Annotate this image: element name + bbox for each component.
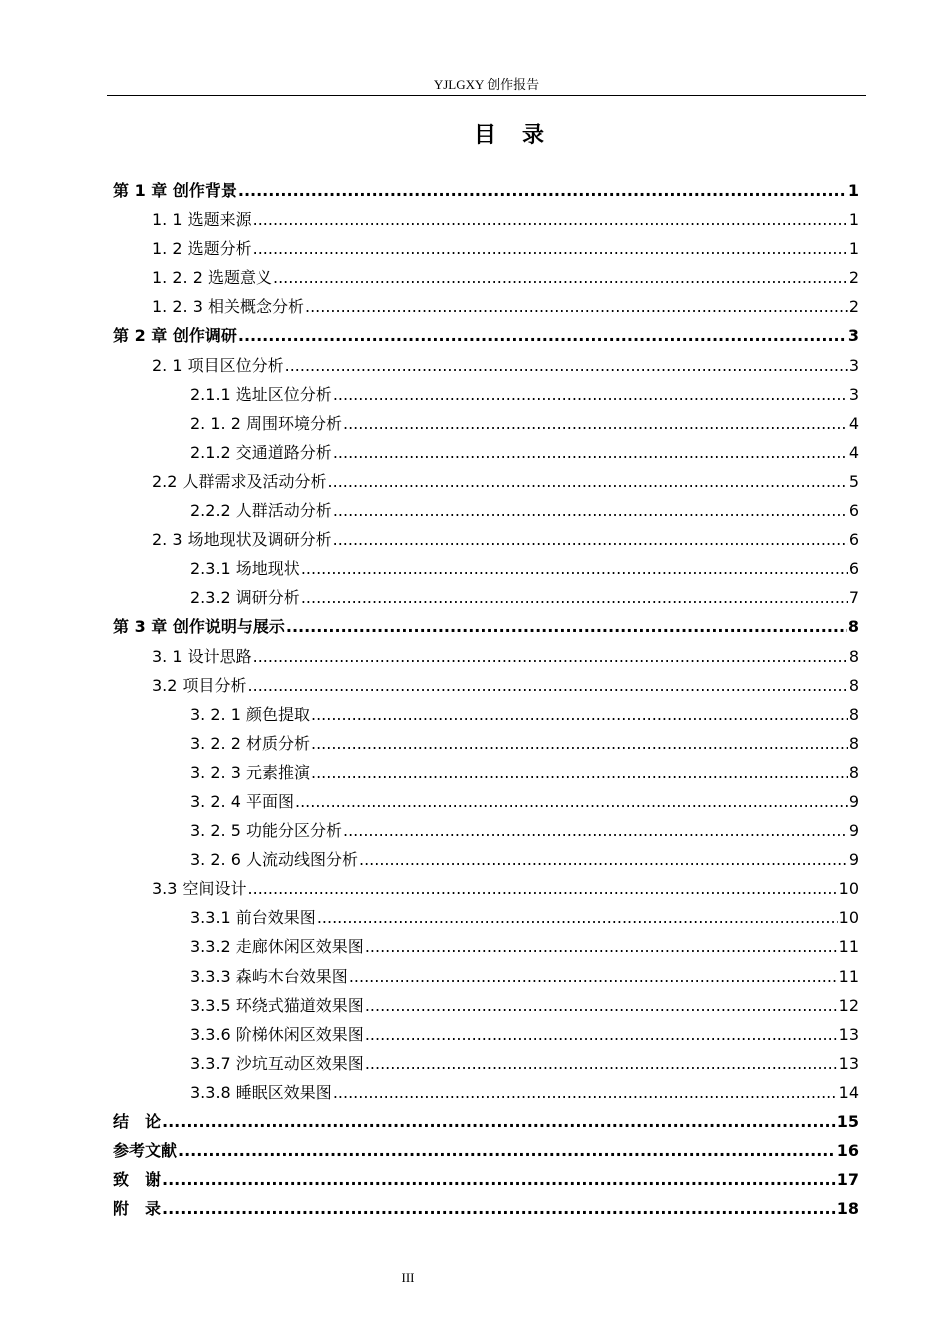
toc-dot-leader bbox=[349, 962, 838, 991]
toc-entry[interactable] bbox=[113, 467, 859, 496]
toc-entry-label: 3. 2. 6 人流动线图分析 bbox=[190, 850, 358, 870]
table-of-contents bbox=[113, 176, 859, 1223]
toc-entry[interactable] bbox=[113, 758, 859, 787]
toc-entry-label: 1. 2 选题分析 bbox=[152, 239, 252, 259]
toc-entry-page: 7 bbox=[848, 588, 859, 608]
toc-dot-leader bbox=[311, 758, 848, 787]
page-number: III bbox=[401, 1270, 415, 1285]
toc-entry-label: 3. 2. 4 平面图 bbox=[190, 791, 294, 811]
toc-entry-page: 18 bbox=[836, 1199, 859, 1219]
toc-entry-label: 结 论 bbox=[113, 1112, 162, 1131]
toc-entry[interactable] bbox=[113, 438, 859, 467]
toc-entry-page: 17 bbox=[836, 1170, 859, 1190]
toc-entry[interactable] bbox=[113, 496, 859, 525]
toc-dot-leader bbox=[365, 991, 838, 1020]
toc-entry-page: 4 bbox=[848, 413, 859, 433]
toc-dot-leader bbox=[343, 409, 848, 438]
toc-entry-label: 致 谢 bbox=[113, 1170, 162, 1190]
toc-entry-label: 3.3.3 森屿木台效果图 bbox=[190, 966, 348, 986]
toc-entry-page: 10 bbox=[838, 879, 859, 899]
toc-entry[interactable] bbox=[113, 1049, 859, 1078]
toc-entry[interactable] bbox=[113, 874, 859, 903]
toc-entry-label: 2.1.1 选址区位分析 bbox=[190, 384, 332, 404]
toc-entry-label: 2.2.2 人群活动分析 bbox=[190, 501, 332, 521]
toc-entry-label: 第 2 章 创作调研 bbox=[113, 326, 237, 346]
toc-dot-leader bbox=[359, 845, 848, 874]
toc-entry-page: 11 bbox=[838, 937, 859, 957]
toc-entry-label: 参考文献 bbox=[113, 1141, 178, 1161]
toc-dot-leader bbox=[311, 729, 848, 758]
toc-dot-leader bbox=[178, 1136, 836, 1165]
toc-entry[interactable] bbox=[113, 1020, 859, 1049]
toc-entry[interactable] bbox=[113, 234, 859, 263]
toc-entry[interactable] bbox=[113, 729, 859, 758]
toc-entry-label: 1. 2. 2 选题意义 bbox=[152, 268, 272, 288]
toc-dot-leader bbox=[365, 932, 838, 961]
toc-entry[interactable] bbox=[113, 991, 859, 1020]
toc-entry[interactable] bbox=[113, 1078, 859, 1107]
toc-entry[interactable] bbox=[113, 671, 859, 700]
toc-entry-page: 1 bbox=[848, 239, 859, 259]
toc-dot-leader bbox=[162, 1165, 836, 1194]
toc-dot-leader bbox=[162, 1107, 836, 1136]
toc-entry-page: 9 bbox=[848, 821, 859, 841]
toc-entry-label: 2.3.2 调研分析 bbox=[190, 588, 300, 608]
toc-entry-label: 第 3 章 创作说明与展示 bbox=[113, 617, 285, 637]
toc-entry-label: 2. 1 项目区位分析 bbox=[152, 355, 284, 375]
toc-entry-label: 3.3.8 睡眠区效果图 bbox=[190, 1082, 332, 1102]
toc-entry-label: 3.3.5 环绕式猫道效果图 bbox=[190, 995, 364, 1015]
toc-dot-leader bbox=[273, 263, 848, 292]
toc-entry[interactable] bbox=[113, 1136, 859, 1165]
toc-entry[interactable] bbox=[113, 292, 859, 321]
toc-entry-label: 3.3.6 阶梯休闲区效果图 bbox=[190, 1024, 364, 1044]
toc-dot-leader bbox=[333, 380, 848, 409]
toc-entry-page: 8 bbox=[848, 675, 859, 695]
toc-dot-leader bbox=[301, 583, 848, 612]
toc-dot-leader bbox=[333, 1078, 838, 1107]
toc-entry-page: 2 bbox=[848, 268, 859, 288]
toc-entry-page: 3 bbox=[848, 355, 859, 375]
toc-entry-page: 10 bbox=[838, 908, 859, 928]
toc-entry-label: 2. 3 场地现状及调研分析 bbox=[152, 530, 332, 550]
toc-entry[interactable] bbox=[113, 903, 859, 932]
toc-dot-leader bbox=[365, 1049, 838, 1078]
toc-entry-label: 2.2 人群需求及活动分析 bbox=[152, 471, 327, 491]
toc-entry-label: 3. 2. 2 材质分析 bbox=[190, 733, 310, 753]
toc-entry-label: 3.3.1 前台效果图 bbox=[190, 908, 316, 928]
toc-dot-leader bbox=[311, 700, 848, 729]
toc-entry-label: 2. 1. 2 周围环境分析 bbox=[190, 413, 342, 433]
toc-entry-page: 13 bbox=[838, 1024, 859, 1044]
toc-entry[interactable] bbox=[113, 321, 859, 350]
toc-entry-page: 1 bbox=[848, 210, 859, 230]
toc-dot-leader bbox=[238, 176, 847, 205]
toc-dot-leader bbox=[333, 525, 848, 554]
toc-dot-leader bbox=[333, 438, 848, 467]
toc-dot-leader bbox=[253, 205, 848, 234]
toc-entry-page: 2 bbox=[848, 297, 859, 317]
toc-entry-label: 2.1.2 交通道路分析 bbox=[190, 442, 332, 462]
toc-entry-label: 3.3.7 沙坑互动区效果图 bbox=[190, 1053, 364, 1073]
toc-entry-page: 9 bbox=[848, 791, 859, 811]
toc-entry[interactable] bbox=[113, 409, 859, 438]
toc-entry-page: 15 bbox=[836, 1112, 859, 1131]
toc-dot-leader bbox=[285, 351, 848, 380]
toc-entry-label: 3. 1 设计思路 bbox=[152, 646, 252, 666]
toc-dot-leader bbox=[248, 671, 848, 700]
toc-entry-page: 6 bbox=[848, 530, 859, 550]
toc-dot-leader bbox=[301, 554, 848, 583]
toc-entry-page: 8 bbox=[848, 646, 859, 666]
toc-dot-leader bbox=[328, 467, 848, 496]
toc-entry-page: 8 bbox=[848, 704, 859, 724]
toc-entry[interactable] bbox=[113, 1165, 859, 1194]
toc-entry-label: 第 1 章 创作背景 bbox=[113, 181, 237, 200]
toc-entry-page: 4 bbox=[848, 442, 859, 462]
toc-entry-page: 3 bbox=[847, 326, 859, 346]
toc-dot-leader bbox=[253, 642, 848, 671]
toc-entry[interactable] bbox=[113, 205, 859, 234]
toc-entry-page: 16 bbox=[836, 1141, 859, 1161]
toc-entry[interactable] bbox=[113, 816, 859, 845]
toc-dot-leader bbox=[333, 496, 848, 525]
toc-dot-leader bbox=[253, 234, 848, 263]
toc-entry[interactable] bbox=[113, 1107, 859, 1136]
toc-entry-page: 9 bbox=[848, 850, 859, 870]
toc-dot-leader bbox=[162, 1194, 836, 1223]
toc-entry[interactable] bbox=[113, 845, 859, 874]
toc-entry[interactable] bbox=[113, 962, 859, 991]
toc-entry[interactable] bbox=[113, 700, 859, 729]
toc-entry[interactable] bbox=[113, 932, 859, 961]
toc-entry[interactable] bbox=[113, 263, 859, 292]
toc-entry-page: 13 bbox=[838, 1053, 859, 1073]
toc-entry-label: 3.3 空间设计 bbox=[152, 879, 247, 899]
toc-entry[interactable] bbox=[113, 176, 859, 205]
toc-dot-leader bbox=[238, 321, 847, 350]
header-divider bbox=[107, 95, 866, 96]
toc-entry[interactable] bbox=[113, 351, 859, 380]
toc-entry-page: 11 bbox=[838, 966, 859, 986]
toc-entry-page: 6 bbox=[848, 559, 859, 579]
toc-entry-label: 3. 2. 1 颜色提取 bbox=[190, 704, 310, 724]
toc-dot-leader bbox=[365, 1020, 838, 1049]
toc-entry-page: 6 bbox=[848, 501, 859, 521]
toc-entry-page: 8 bbox=[848, 762, 859, 782]
toc-entry-label: 1. 1 选题来源 bbox=[152, 210, 252, 230]
toc-entry[interactable] bbox=[113, 583, 859, 612]
toc-entry-page: 12 bbox=[838, 995, 859, 1015]
toc-entry[interactable] bbox=[113, 525, 859, 554]
toc-dot-leader bbox=[248, 874, 838, 903]
toc-entry-page: 8 bbox=[847, 617, 859, 637]
toc-entry[interactable] bbox=[113, 1194, 859, 1223]
toc-entry-label: 3. 2. 3 元素推演 bbox=[190, 762, 310, 782]
page-header: YJLGXY 创作报告 bbox=[433, 77, 540, 92]
toc-entry-page: 5 bbox=[848, 471, 859, 491]
toc-entry[interactable] bbox=[113, 554, 859, 583]
toc-entry-label: 附 录 bbox=[113, 1199, 162, 1219]
toc-entry[interactable] bbox=[113, 380, 859, 409]
toc-entry[interactable] bbox=[113, 787, 859, 816]
toc-entry-label: 1. 2. 3 相关概念分析 bbox=[152, 297, 304, 317]
toc-dot-leader bbox=[295, 787, 848, 816]
toc-dot-leader bbox=[286, 612, 847, 641]
toc-entry[interactable] bbox=[113, 612, 859, 641]
toc-entry-page: 3 bbox=[848, 384, 859, 404]
toc-entry-label: 3.3.2 走廊休闲区效果图 bbox=[190, 937, 364, 957]
toc-entry-label: 3.2 项目分析 bbox=[152, 675, 247, 695]
toc-entry-page: 14 bbox=[838, 1082, 859, 1102]
toc-entry-label: 2.3.1 场地现状 bbox=[190, 559, 300, 579]
toc-dot-leader bbox=[305, 292, 848, 321]
toc-entry[interactable] bbox=[113, 642, 859, 671]
toc-entry-label: 3. 2. 5 功能分区分析 bbox=[190, 821, 342, 841]
page-title: 目 录 bbox=[473, 123, 546, 148]
toc-dot-leader bbox=[343, 816, 848, 845]
toc-entry-page: 8 bbox=[848, 733, 859, 753]
toc-entry-page: 1 bbox=[847, 181, 859, 200]
toc-dot-leader bbox=[317, 903, 838, 932]
